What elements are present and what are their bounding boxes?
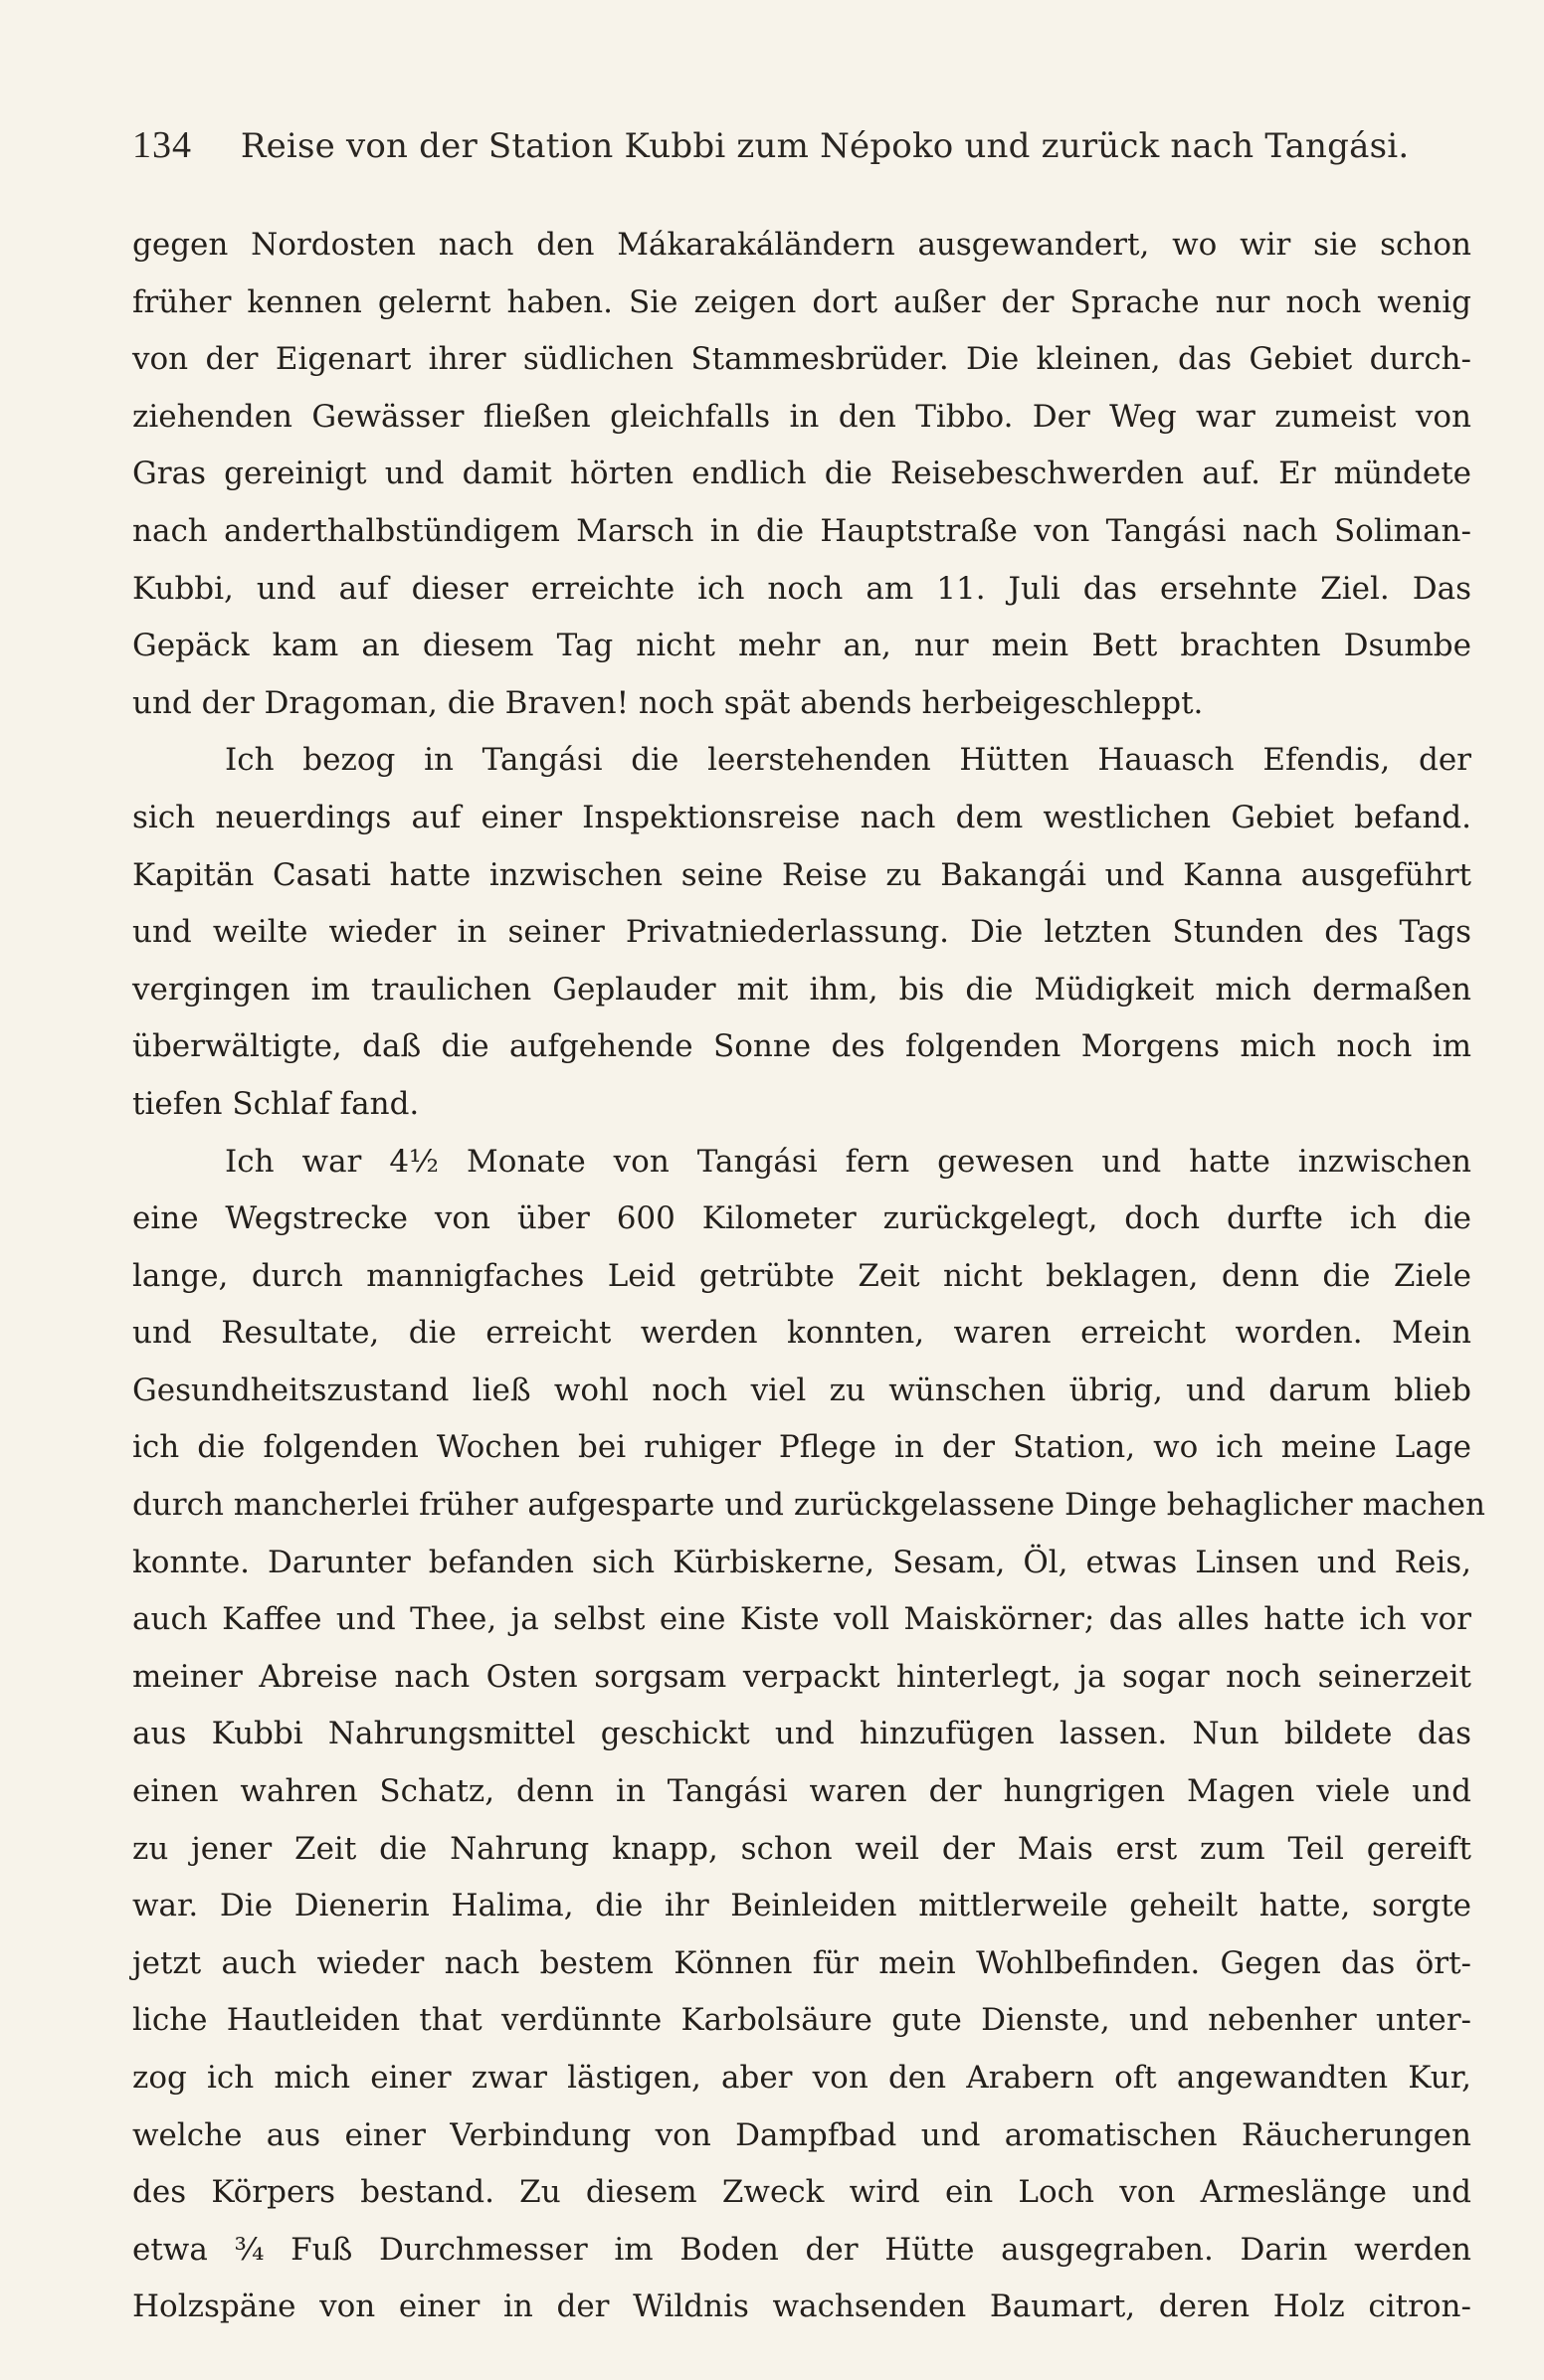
text-line: und weilte wieder in seiner Privatniederlassung. Die letzten Stunden des Tags <box>132 914 1471 951</box>
text-line: auch Kaffee und Thee, ja selbst eine Kiste voll Maiskörner; das alles hatte ich vor <box>132 1601 1471 1638</box>
paragraph-3 <box>132 1134 1485 2336</box>
text-line: und Resultate, die erreicht werden konnten, waren erreicht worden. Mein <box>132 1315 1471 1352</box>
paragraph-1 <box>132 217 1471 732</box>
text-line: Gepäck kam an diesem Tag nicht mehr an, nur mein Bett brachten Dsumbe <box>132 628 1471 664</box>
text-line: meiner Abreise nach Osten sorgsam verpackt hinterlegt, ja sogar noch seinerzeit <box>132 1658 1471 1695</box>
text-line: vergingen im traulichen Geplauder mit ihm, bis die Müdigkeit mich dermaßen <box>132 971 1471 1007</box>
text-line: ziehenden Gewässer fließen gleichfalls in den Tibbo. Der Weg war zumeist von <box>132 398 1471 435</box>
text-line: lange, durch mannigfaches Leid getrübte Zeit nicht beklagen, denn die Ziele <box>132 1257 1471 1294</box>
text-line: Gras gereinigt und damit hörten endlich die Reisebeschwerden auf. Er mündete <box>132 456 1471 492</box>
text-line: ich die folgenden Wochen bei ruhiger Pflege in der Station, wo ich meine Lage <box>132 1429 1471 1466</box>
text-line: eine Wegstrecke von über 600 Kilometer zurückgelegt, doch durfte ich die <box>132 1200 1471 1237</box>
running-head: Reise von der Station Kubbi zum Népoko und zurück nach Tangási. <box>240 126 1410 166</box>
text-line: und der Dragoman, die Braven! noch spät abends herbeigeschleppt. <box>132 684 1204 721</box>
text-line: durch mancherlei früher aufgesparte und zurückgelassene Dinge behaglicher machen <box>132 1487 1485 1524</box>
text-line: Kapitän Casati hatte inzwischen seine Reise zu Bakangái und Kanna ausgeführt <box>132 856 1471 893</box>
text-line: des Körpers bestand. Zu diesem Zweck wird ein Loch von Armeslänge und <box>132 2174 1471 2211</box>
text-line: Holzspäne von einer in der Wildnis wachsenden Baumart, deren Holz citron- <box>132 2288 1471 2325</box>
text-line: jetzt auch wieder nach bestem Können für mein Wohlbefinden. Gegen das ört- <box>132 1944 1471 1981</box>
text-line: welche aus einer Verbindung von Dampfbad und aromatischen Räucherungen <box>132 2116 1471 2153</box>
text-line: gegen Nordosten nach den Mákarakáländern ausgewandert, wo wir sie schon <box>132 227 1471 263</box>
text-line: etwa ¾ Fuß Durchmesser im Boden der Hütte ausgegraben. Darin werden <box>132 2231 1471 2268</box>
text-line: früher kennen gelernt haben. Sie zeigen dort außer der Sprache nur noch wenig <box>132 283 1471 320</box>
text-line: einen wahren Schatz, denn in Tangási waren der hungrigen Magen viele und <box>132 1773 1471 1810</box>
page-header <box>132 123 1410 167</box>
text-line: Ich war 4½ Monate von Tangási fern gewesen und hatte inzwischen <box>225 1143 1471 1180</box>
text-line: nach anderthalbstündigem Marsch in die Hauptstraße von Tangási nach Soliman- <box>132 512 1471 549</box>
text-line: zog ich mich einer zwar lästigen, aber von den Arabern oft angewandten Kur, <box>132 2060 1471 2096</box>
text-line: war. Die Dienerin Halima, die ihr Beinleiden mittlerweile geheilt hatte, sorgte <box>132 1888 1471 1924</box>
body-text <box>132 217 1485 2336</box>
text-line: Kubbi, und auf dieser erreichte ich noch am 11. Juli das ersehnte Ziel. Das <box>132 570 1471 607</box>
text-line: aus Kubbi Nahrungsmittel geschickt und hinzufügen lassen. Nun bildete das <box>132 1716 1471 1752</box>
text-line: zu jener Zeit die Nahrung knapp, schon weil der Mais erst zum Teil gereift <box>132 1830 1471 1867</box>
text-line: Ich bezog in Tangási die leerstehenden Hütten Hauasch Efendis, der <box>225 742 1471 779</box>
text-line: tiefen Schlaf fand. <box>132 1085 420 1122</box>
page-number: 134 <box>132 124 192 166</box>
text-line: liche Hautleiden that verdünnte Karbolsäure gute Dienste, und nebenher unter- <box>132 2002 1471 2039</box>
paragraph-2 <box>132 732 1471 1133</box>
text-line: sich neuerdings auf einer Inspektionsreise nach dem westlichen Gebiet befand. <box>132 799 1471 835</box>
text-line: überwältigte, daß die aufgehende Sonne des folgenden Morgens mich noch im <box>132 1028 1471 1065</box>
text-line: von der Eigenart ihrer südlichen Stammesbrüder. Die kleinen, das Gebiet durch- <box>132 341 1471 378</box>
text-line: Gesundheitszustand ließ wohl noch viel zu wünschen übrig, und darum blieb <box>132 1372 1471 1408</box>
text-line: konnte. Darunter befanden sich Kürbiskerne, Sesam, Öl, etwas Linsen und Reis, <box>132 1544 1471 1580</box>
